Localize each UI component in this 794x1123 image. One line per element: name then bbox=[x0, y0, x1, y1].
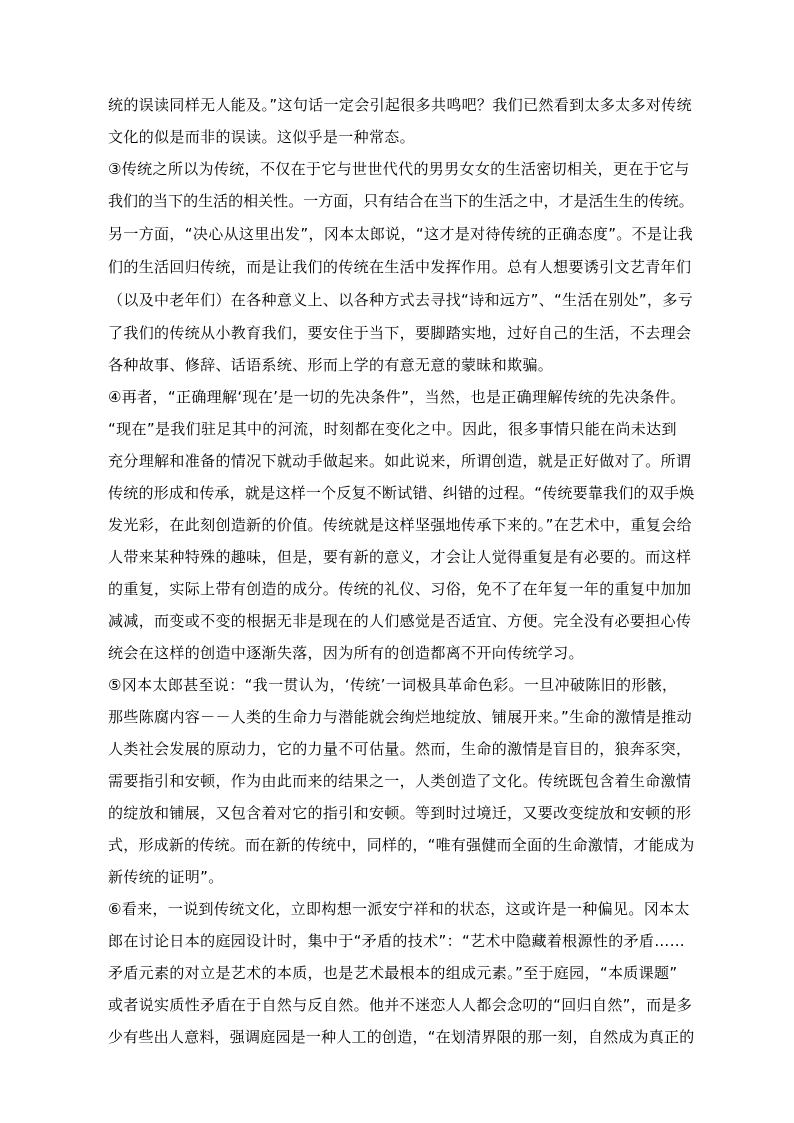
text-line: 充分理解和准备的情况下就动手做起来。如此说来，所谓创造，就是正好做对了。所谓 bbox=[108, 452, 692, 470]
text-line: （以及中老年们）在各种意义上、以各种方式去寻找“诗和远方”、“生活在别处”，多亏 bbox=[108, 291, 694, 309]
text-line: 我们的当下的生活的相关性。一方面，只有结合在当下的生活之中，才是活生生的传统。 bbox=[108, 192, 694, 210]
text-line: “现在”是我们驻足其中的河流，时刻都在变化之中。因此，很多事情只能在尚未达到 bbox=[108, 420, 677, 438]
text-line: 那些陈腐内容－－人类的生命力与潜能就会绚烂地绽放、铺展开来。”生命的激情是推动 bbox=[108, 708, 692, 726]
text-line: 矛盾元素的对立是艺术的本质，也是艺术最根本的组成元素。”至于庭园，“本质课题” bbox=[108, 964, 678, 982]
text-line: 的重复，实际上带有创造的成分。传统的礼仪、习俗，免不了在年复一年的重复中加加 bbox=[108, 580, 692, 598]
text-line: 们的生活回归传统，而是让我们的传统在生活中发挥作用。总有人想要诱引文艺青年们 bbox=[108, 258, 692, 276]
paragraph-6-start: ⑥看来，一说到传统文化，立即构想一派安宁祥和的状态，这或许是一种偏见。冈本太 bbox=[108, 900, 690, 918]
text-line: 各种故事、修辞、话语系统、形而上学的有意无意的蒙昧和欺骗。 bbox=[108, 356, 554, 374]
text-line: 另一方面，“决心从这里出发”，冈本太郎说，“这才是对待传统的正确态度”。不是让我 bbox=[108, 225, 694, 243]
text-line: 人带来某种特殊的趣味，但是，要有新的意义，才会让人觉得重复是有必要的。而这样 bbox=[108, 548, 692, 566]
text-line: 发光彩，在此刻创造新的价值。传统就是这样坚强地传承下来的。”在艺术中，重复会给 bbox=[108, 516, 692, 534]
text-line: 的绽放和铺展，又包含着对它的指引和安顿。等到时过境迁，又要改变绽放和安顿的形 bbox=[108, 804, 692, 822]
text-line: 新传统的证明”。 bbox=[108, 868, 224, 886]
text-line: 或者说实质性矛盾在于自然与反自然。他并不迷恋人人都会念叨的“回归自然”，而是多 bbox=[108, 996, 693, 1014]
text-line: 统的误读同样无人能及。”这句话一定会引起很多共鸣吧？我们已然看到太多太多对传统 bbox=[108, 96, 692, 114]
text-line: 统会在这样的创造中逐渐失落，因为所有的创造都离不开向传统学习。 bbox=[108, 644, 584, 662]
paragraph-3-start: ③传统之所以为传统，不仅在于它与世世代代的男男女女的生活密切相关，更在于它与 bbox=[108, 160, 690, 178]
text-line: 式，形成新的传统。而在新的传统中，同样的，“唯有强健而全面的生命激情，才能成为 bbox=[108, 836, 695, 854]
text-line: 了我们的传统从小教育我们，要安住于当下，要脚踏实地，过好自己的生活，不去理会 bbox=[108, 324, 692, 342]
text-line: 需要指引和安顿，作为由此而来的结果之一，人类创造了文化。传统既包含着生命激情 bbox=[108, 772, 692, 790]
text-line: 少有些出人意料，强调庭园是一种人工的创造，“在划清界限的那一刻，自然成为真正的 bbox=[108, 1028, 695, 1046]
text-line: 人类社会发展的原动力，它的力量不可估量。然而，生命的激情是盲目的，狼奔豕突， bbox=[108, 740, 692, 758]
paragraph-4-start: ④再者，“正确理解‘现在’是一切的先决条件”，当然，也是正确理解传统的先决条件。 bbox=[108, 388, 686, 406]
text-line: 文化的似是而非的误读。这似乎是一种常态。 bbox=[108, 128, 416, 146]
text-line: 传统的形成和传承，就是这样一个反复不断试错、纠错的过程。“传统要靠我们的双手焕 bbox=[108, 484, 695, 502]
paragraph-5-start: ⑤冈本太郎甚至说：“我一贯认为，‘传统’一词极具革命色彩。一旦冲破陈旧的形骸， bbox=[108, 676, 678, 694]
text-line: 减减，而变或不变的根据无非是现在的人们感觉是否适宜、方便。完全没有必要担心传 bbox=[108, 612, 692, 630]
text-line: 郎在讨论日本的庭园设计时，集中于“矛盾的技术”：“艺术中隐藏着根源性的矛盾…… bbox=[108, 932, 685, 950]
